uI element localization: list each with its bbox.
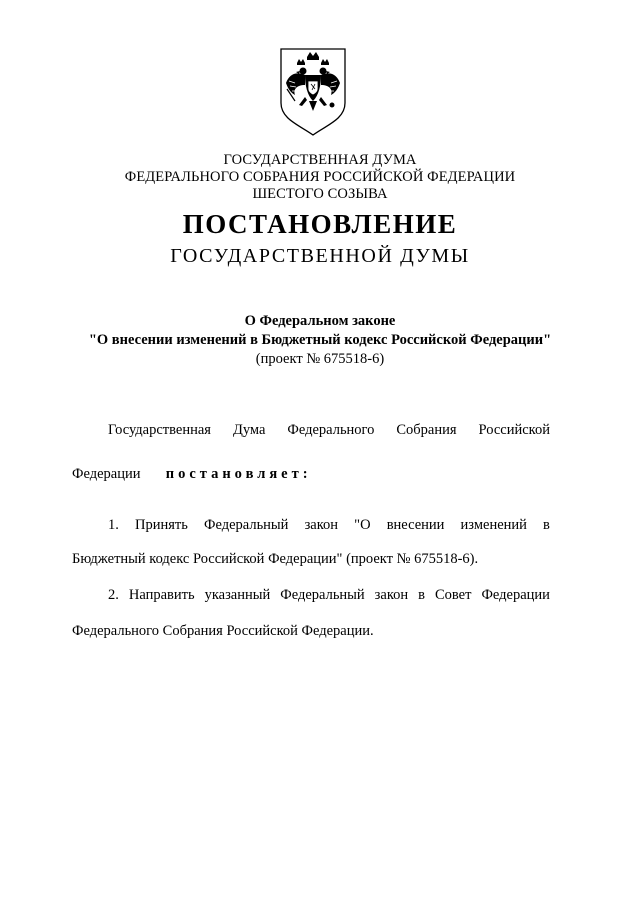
- intro-word-federation: Федерации: [72, 466, 141, 482]
- item-2-word: в: [418, 587, 425, 603]
- issuer-line-federal-assembly: ФЕДЕРАЛЬНОГО СОБРАНИЯ РОССИЙСКОЙ ФЕДЕРАЦИИ: [124, 169, 516, 185]
- item-1-word: 1.: [108, 517, 119, 533]
- intro-word: Собрания: [396, 422, 457, 438]
- item-2-word: закон: [374, 587, 409, 603]
- item-1-word: внесении: [386, 517, 445, 533]
- subject-line-project-number: (проект № 675518-6): [255, 351, 385, 367]
- issuer-header: [0, 152, 640, 203]
- intro-word: Российской: [478, 422, 550, 438]
- intro-word: Дума: [232, 422, 266, 438]
- item-2-line1: [108, 586, 550, 604]
- subject-line-law: О Федеральном законе: [244, 313, 396, 329]
- state-emblem-icon: [275, 45, 351, 137]
- intro-word: Государственная: [108, 422, 211, 438]
- item-2-word: 2.: [108, 587, 119, 603]
- item-1-line1: [108, 516, 550, 534]
- item-1-word: Принять: [135, 517, 188, 533]
- item-1-line2: Бюджетный кодекс Российской Федерации" (проект № 675518-6).: [72, 551, 479, 567]
- item-1-word: изменений: [460, 517, 527, 533]
- intro-word: Федерального: [287, 422, 375, 438]
- issuer-line-duma: ГОСУДАРСТВЕННАЯ ДУМА: [223, 152, 417, 168]
- item-2-word: Совет: [434, 587, 472, 603]
- intro-paragraph-line2: [72, 465, 550, 483]
- item-1-word: в: [543, 517, 550, 533]
- intro-paragraph-line1: [108, 421, 550, 439]
- item-2-word: Направить: [128, 587, 195, 603]
- item-2-line2: Федерального Собрания Российской Федерации.: [72, 623, 374, 639]
- subject-line-law-title: "О внесении изменений в Бюджетный кодекс Российской Федерации": [88, 332, 552, 348]
- document-subtitle: ГОСУДАРСТВЕННОЙ ДУМЫ: [170, 245, 470, 267]
- item-2-word: Федерации: [481, 587, 550, 603]
- item-1-word: Федеральный: [204, 517, 289, 533]
- issuer-line-convocation: ШЕСТОГО СОЗЫВА: [252, 186, 388, 202]
- document-title: ПОСТАНОВЛЕНИЕ: [182, 209, 458, 239]
- item-1-word: закон: [304, 517, 339, 533]
- item-2-word: Федеральный: [280, 587, 365, 603]
- item-1-word: "О: [354, 517, 371, 533]
- decree-word: постановляет:: [165, 466, 312, 482]
- item-2-word: указанный: [204, 587, 271, 603]
- resolution-subject: [0, 312, 640, 369]
